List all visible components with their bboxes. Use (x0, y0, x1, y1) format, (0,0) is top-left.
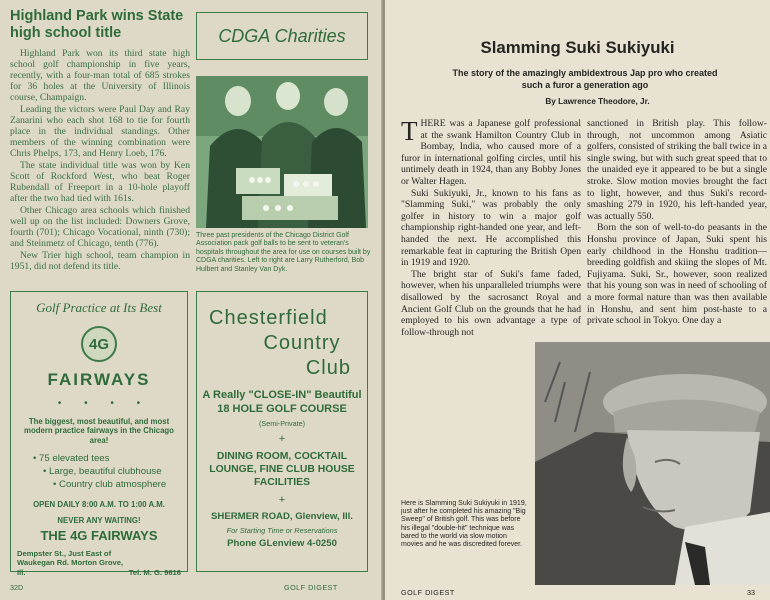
dropcap: T (401, 116, 418, 146)
article-paragraph: Leading the victors were Paul Day and Ray Zanarini who each shot 168 to tie for fourth place in the individual standings. Other members of the winning combination were Chris Phelps, 173, and Henry Loeb, 176. (10, 104, 190, 159)
fairways-dots: • • • • (57, 398, 151, 409)
chesterfield-ad (196, 291, 368, 572)
fairways-feature: • Large, beautiful clubhouse (43, 465, 162, 477)
fairways-body: The biggest, most beautiful, and most modern practice fairways in the Chicago area! (24, 417, 174, 445)
suki-photo-caption: Here is Slamming Suki Sukiyuki in 1919, just after he completed his amazing "Big Sweep" of British golf. This was before his illegal "double-hit" technique was bared to the world via slow motion movies and he was discredited forever. (401, 500, 527, 549)
fairways-feature: • Country club atmosphere (53, 478, 167, 490)
feature-paragraph: Born the son of well-to-do peasants in the Honshu province of Japan, Suki spent his early childhood in the Honshu tradition—breeding goldfish and skiing the slopes of Mt. Fujiyama. Suki, Sr., however, soon realized that his young son was in need of schooling of a more formal nature than was then available in Honshu, and sent him post-haste to a private school in Tokyo. One day a (587, 222, 767, 327)
page-number-left: 32D (10, 583, 24, 592)
feature-paragraph-text: HERE was a Japanese golf professional at the swank Hamilton Country Club in Bombay, India, who caused more of a furor in international golfing circles, until his untimely death in 1924, than any Bobby Jones or Walter Hagen. (401, 118, 581, 187)
article-paragraph: Other Chicago area schools which finished well up on the list included: Downers Grove, fourth (701); Chicago Vocational, ninth (730); and Steinmetz of Chicago, tenth (776). (10, 205, 190, 249)
fairways-bottom-title: THE 4G FAIRWAYS (40, 527, 158, 543)
feature-column-1 (401, 118, 581, 338)
chesterfield-road: SHERMER ROAD, Glenview, Ill. (211, 511, 353, 522)
chesterfield-name-line: Club (305, 357, 351, 379)
right-page (385, 0, 770, 600)
charities-title-box (196, 12, 368, 60)
fairways-address: Dempster St., Just East of Waukegan Rd. Morton Grove, Ill. (17, 548, 124, 577)
suki-portrait-photo (535, 342, 770, 585)
chesterfield-name-line: Chesterfield (209, 307, 328, 329)
chesterfield-dining: DINING ROOM, COCKTAIL LOUNGE, FINE CLUB HOUSE FACILITIES (209, 451, 355, 488)
article-headline: Highland Park wins State high school title (10, 8, 184, 41)
feature-column-2 (587, 118, 767, 327)
chesterfield-name (197, 306, 367, 381)
suki-portrait-image (535, 342, 770, 585)
chesterfield-phone: Phone GLenview 4-0250 (227, 538, 337, 549)
chesterfield-name-line: Country (263, 332, 341, 354)
fairways-script-heading: Golf Practice at Its Best (36, 300, 162, 315)
fairways-hours: OPEN DAILY 8:00 A.M. TO 1:00 A.M. (33, 499, 165, 509)
fairways-title: FAIRWAYS (47, 370, 151, 389)
page-number-right: 33 (747, 588, 755, 597)
charities-title: CDGA Charities (218, 25, 346, 46)
plus-icon: + (278, 494, 286, 506)
fairways-ad (10, 291, 188, 577)
feature-title: Slamming Suki Sukiyuki (480, 38, 675, 57)
chesterfield-semi-private: (Semi-Private) (259, 419, 305, 428)
fairways-address-row (11, 549, 187, 578)
charities-photo-image (196, 76, 368, 228)
feature-paragraph: The bright star of Suki's fame faded, however, when his unparalleled triumphs were disallowed by the sacrosanct Royal and Ancient Golf Club on the grounds that he had employed to his own advantage a type of follow-through not (401, 268, 581, 338)
feature-paragraph: sanctioned in British play. This follow-through, not uncommon among Asiatic golfers, consisted of striking the ball twice in a single swing, but with such great speed that to the unaided eye it appeared to be but a single stroke. Slow motion movies brought the fact to light, however, and thus Suki's record-smashing 279 in 1920, his left-handed year, was actually 550. (587, 118, 767, 222)
fairways-phone: Tel. M. G. 9616 (128, 567, 181, 577)
fairways-no-waiting: NEVER ANY WAITING! (57, 515, 141, 525)
magazine-name-right: GOLF DIGEST (401, 588, 455, 597)
feature-byline: By Lawrence Theodore, Jr. (545, 97, 650, 106)
chesterfield-close-in: A Really "CLOSE-IN" Beautiful 18 HOLE GOLF COURSE (202, 389, 362, 415)
charities-photo (196, 76, 368, 228)
chesterfield-starting: For Starting Time or Reservations (226, 526, 338, 535)
feature-subtitle: The story of the amazingly ambidextrous Jap pro who created such a furor a generation ago (452, 68, 718, 90)
fairways-feature: • 75 elevated tees (33, 452, 110, 464)
plus-icon: + (278, 433, 286, 445)
article-paragraph: Highland Park won its third state high school golf championship in five years, recently, with a four-man total of 685 strokes for 36 holes at the University of Illinois course, Champaign. (10, 48, 190, 103)
charities-photo-caption: Three past presidents of the Chicago District Golf Association pack golf balls to be sent to veteran's hospitals throughout the area for use on courses built by CDGA charities. Left to right are Larry Rutherford, Bob Hulbert and Stanley Van Dyk. (196, 232, 371, 273)
article-paragraph: The state individual title was won by Ken Scott of Rockford West, who beat Roger Rubendall of Freeport in a 10-hole playoff after the two had tied with 161s. (10, 160, 190, 204)
left-page (0, 0, 383, 600)
article-paragraph: New Trier high school, team champion in 1951, did not defend its title. (10, 250, 190, 272)
4g-logo-icon: 4G (81, 326, 117, 362)
feature-paragraph (401, 118, 581, 188)
fairways-features (11, 452, 187, 491)
feature-paragraph: Suki Sukiyuki, Jr., known to his fans as "Slamming Suki," was probably the only golfer in history to win a major golf championship right-handed one year, and left-handed the next. He accomplished this remarkable feat in capturing the British Open in 1919 and 1920. (401, 187, 581, 269)
article-body (10, 48, 190, 273)
magazine-name-left: GOLF DIGEST (284, 583, 338, 592)
